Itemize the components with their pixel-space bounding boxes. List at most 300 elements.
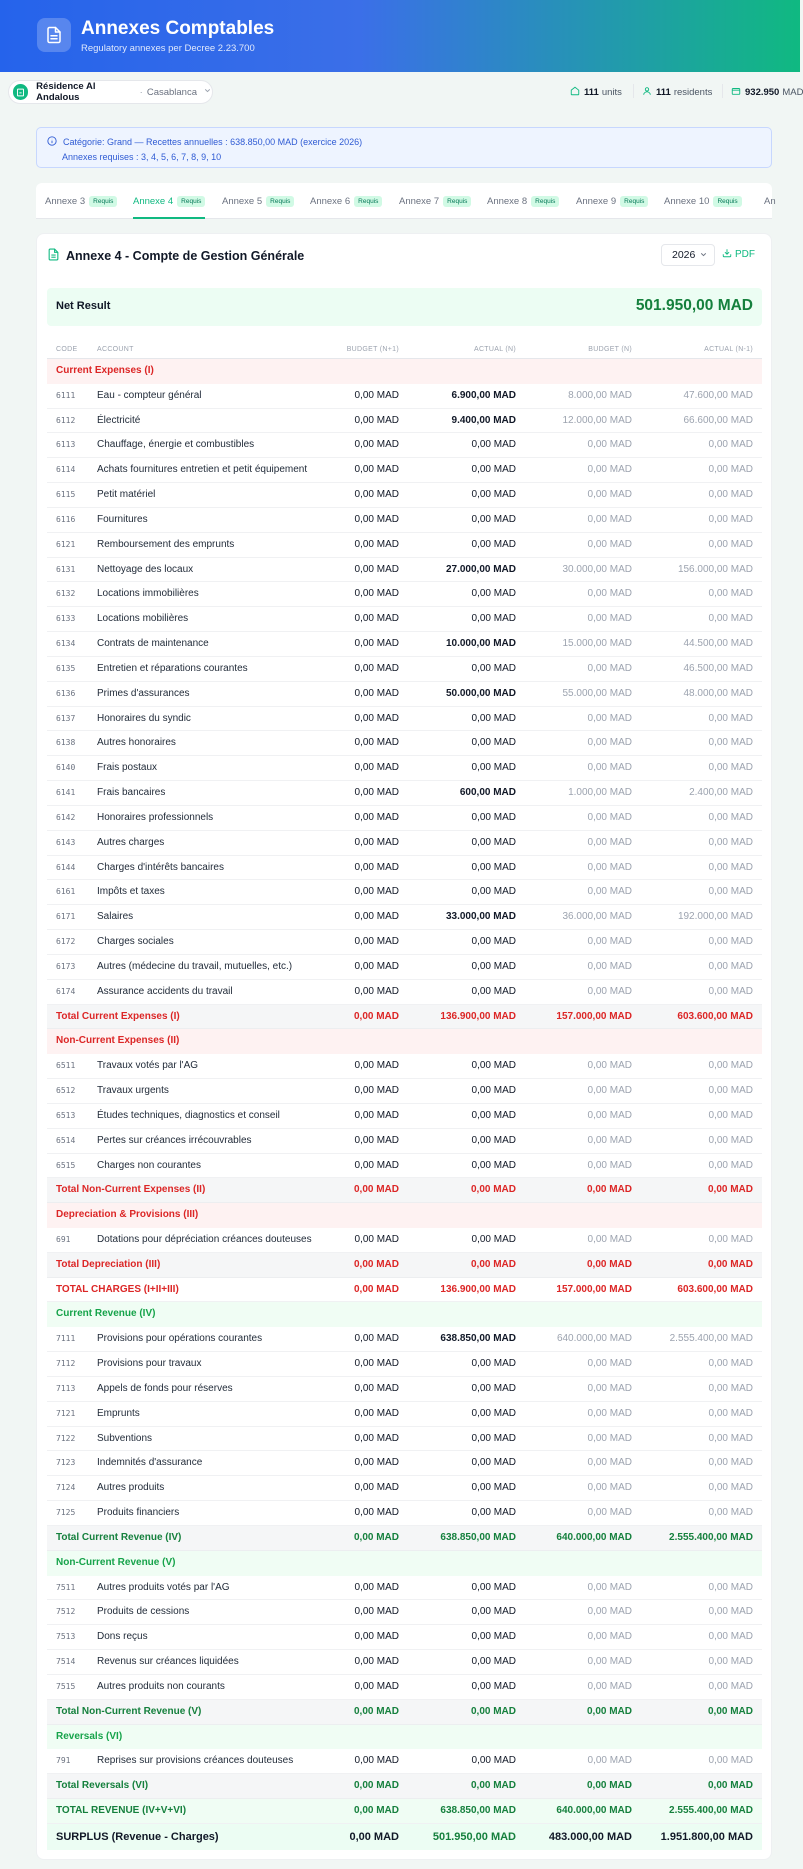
cell-budget-n: 0,00 MAD bbox=[587, 936, 632, 948]
account-name: Dotations pour dépréciation créances douteuses bbox=[97, 1233, 312, 1245]
tab-annexe-5[interactable] bbox=[222, 183, 294, 219]
cell-budget-n1: 0,00 MAD bbox=[354, 1407, 399, 1419]
cell-budget-n1: 0,00 MAD bbox=[354, 985, 399, 997]
net-result-value: 501.950,00 MAD bbox=[635, 297, 753, 314]
cell-actual-n: 0,00 MAD bbox=[471, 737, 516, 749]
total-row bbox=[47, 1278, 762, 1303]
cell-actual-n-1: 0,00 MAD bbox=[708, 960, 753, 972]
total-row bbox=[47, 1005, 762, 1030]
annex-title: Annexe 4 - Compte de Gestion Générale bbox=[66, 249, 305, 263]
cell-actual-n-1: 48.000,00 MAD bbox=[683, 687, 753, 699]
table-row bbox=[47, 1600, 762, 1625]
row-label: Non-Current Expenses (II) bbox=[56, 1035, 180, 1047]
cell-budget-n: 0,00 MAD bbox=[587, 1109, 632, 1121]
cell-budget-n: 0,00 MAD bbox=[587, 613, 632, 625]
account-code: 6113 bbox=[56, 440, 76, 450]
account-name: Revenus sur créances liquidées bbox=[97, 1656, 239, 1668]
account-name: Provisions pour opérations courantes bbox=[97, 1333, 263, 1345]
account-code: 6161 bbox=[56, 887, 76, 897]
category-notice bbox=[36, 127, 772, 168]
table-row bbox=[47, 533, 762, 558]
cell-actual-n: 0,00 MAD bbox=[471, 1680, 516, 1692]
cell-budget-n1: 0,00 MAD bbox=[354, 1134, 399, 1146]
cell-budget-n1: 0,00 MAD bbox=[354, 1233, 399, 1245]
cell-actual-n-1: 0,00 MAD bbox=[708, 836, 753, 848]
page-title: Annexes Comptables bbox=[81, 18, 275, 39]
file-text-icon bbox=[47, 248, 60, 264]
account-name: Assurance accidents du travail bbox=[97, 985, 233, 997]
tab-label: An bbox=[764, 195, 776, 207]
cell-budget-n: 12.000,00 MAD bbox=[562, 414, 632, 426]
cell-actual-n: 136.900,00 MAD bbox=[440, 1283, 516, 1295]
page-subtitle: Regulatory annexes per Decree 2.23.700 bbox=[81, 43, 255, 54]
account-code: 6121 bbox=[56, 539, 76, 549]
account-name: Autres (médecine du travail, mutuelles, etc.) bbox=[97, 960, 293, 972]
accounts-table bbox=[47, 341, 762, 1850]
year-select[interactable] bbox=[661, 244, 715, 266]
cell-actual-n: 0,00 MAD bbox=[471, 886, 516, 898]
cell-actual-n-1: 0,00 MAD bbox=[708, 936, 753, 948]
row-label: Current Expenses (I) bbox=[56, 365, 154, 376]
account-name: Autres charges bbox=[97, 836, 165, 848]
section-header bbox=[47, 1302, 762, 1327]
table-row bbox=[47, 632, 762, 657]
cell-budget-n1: 0,00 MAD bbox=[354, 687, 399, 699]
tab-label: Annexe 4 bbox=[133, 195, 174, 207]
tab-label: Annexe 7 bbox=[399, 195, 440, 207]
account-code: 7515 bbox=[56, 1681, 76, 1691]
row-label: Current Revenue (IV) bbox=[56, 1308, 156, 1320]
cell-actual-n-1: 0,00 MAD bbox=[708, 1482, 753, 1494]
account-name: Remboursement des emprunts bbox=[97, 538, 235, 550]
cell-actual-n-1: 0,00 MAD bbox=[708, 1656, 753, 1668]
cell-actual-n-1: 0,00 MAD bbox=[708, 538, 753, 550]
cell-actual-n-1: 0,00 MAD bbox=[708, 1755, 753, 1767]
col-account: ACCOUNT bbox=[97, 346, 134, 353]
cell-budget-n: 0,00 MAD bbox=[587, 662, 632, 674]
cell-actual-n: 0,00 MAD bbox=[471, 836, 516, 848]
account-code: 6141 bbox=[56, 788, 76, 798]
account-name: Emprunts bbox=[97, 1407, 140, 1419]
account-name: Produits financiers bbox=[97, 1507, 180, 1519]
account-name: Provisions pour travaux bbox=[97, 1358, 202, 1370]
cell-budget-n: 0,00 MAD bbox=[587, 1507, 632, 1519]
cell-budget-n1: 0,00 MAD bbox=[354, 836, 399, 848]
total-row bbox=[47, 1700, 762, 1725]
net-result-label: Net Result bbox=[56, 300, 111, 312]
cell-actual-n: 0,00 MAD bbox=[471, 1631, 516, 1643]
cell-actual-n: 0,00 MAD bbox=[471, 1134, 516, 1146]
account-name: Charges d'intérêts bancaires bbox=[97, 861, 224, 873]
tab-annexe-6[interactable] bbox=[310, 183, 382, 219]
account-code: 6111 bbox=[56, 390, 76, 400]
cell-budget-n1: 0,00 MAD bbox=[354, 1606, 399, 1618]
cell-budget-n1: 0,00 MAD bbox=[353, 1531, 399, 1543]
table-row bbox=[47, 1129, 762, 1154]
account-code: 7112 bbox=[56, 1359, 76, 1369]
account-name: Salaires bbox=[97, 911, 134, 923]
cell-budget-n1: 0,00 MAD bbox=[354, 513, 399, 525]
cell-budget-n1: 0,00 MAD bbox=[353, 1705, 399, 1717]
cell-budget-n1: 0,00 MAD bbox=[354, 1656, 399, 1668]
cell-actual-n-1: 0,00 MAD bbox=[708, 1159, 753, 1171]
cell-actual-n: 0,00 MAD bbox=[471, 1507, 516, 1519]
account-code: 6137 bbox=[56, 713, 76, 723]
units-label: units bbox=[601, 87, 622, 98]
cell-actual-n: 6.900,00 MAD bbox=[451, 389, 516, 401]
cell-actual-n: 33.000,00 MAD bbox=[445, 911, 516, 923]
cell-actual-n-1: 0,00 MAD bbox=[708, 1680, 753, 1692]
account-code: 6133 bbox=[56, 614, 76, 624]
cell-budget-n: 55.000,00 MAD bbox=[562, 687, 632, 699]
col-budget-n: BUDGET (N) bbox=[588, 346, 632, 353]
account-code: 6511 bbox=[56, 1061, 76, 1071]
account-name: Frais bancaires bbox=[97, 787, 166, 799]
cell-budget-n: 0,00 MAD bbox=[587, 1656, 632, 1668]
table-row bbox=[47, 1501, 762, 1526]
cell-actual-n: 10.000,00 MAD bbox=[445, 638, 516, 650]
tab-annexe-7[interactable] bbox=[399, 183, 471, 219]
cell-budget-n: 0,00 MAD bbox=[587, 861, 632, 873]
cell-budget-n1: 0,00 MAD bbox=[354, 389, 399, 401]
tab-annexe-10[interactable] bbox=[664, 183, 742, 219]
account-name: Études techniques, diagnostics et conseil bbox=[97, 1109, 280, 1121]
cell-budget-n: 640.000,00 MAD bbox=[556, 1333, 632, 1345]
cell-actual-n-1: 0,00 MAD bbox=[708, 1581, 753, 1593]
cell-budget-n1: 0,00 MAD bbox=[353, 1805, 399, 1817]
cell-budget-n1: 0,00 MAD bbox=[353, 1258, 399, 1270]
cell-actual-n-1: 0,00 MAD bbox=[708, 1457, 753, 1469]
account-code: 7123 bbox=[56, 1458, 76, 1468]
cell-budget-n1: 0,00 MAD bbox=[354, 1382, 399, 1394]
account-name: Nettoyage des locaux bbox=[97, 563, 194, 575]
cell-actual-n-1: 0,00 MAD bbox=[708, 464, 753, 476]
cell-actual-n-1: 0,00 MAD bbox=[708, 1507, 753, 1519]
account-code: 7124 bbox=[56, 1483, 76, 1493]
cell-actual-n: 0,00 MAD bbox=[471, 762, 516, 774]
account-code: 6138 bbox=[56, 738, 76, 748]
account-name: Subventions bbox=[97, 1432, 153, 1444]
account-name: Eau - compteur général bbox=[97, 389, 202, 401]
table-row bbox=[47, 856, 762, 881]
chevron-down-icon bbox=[203, 86, 212, 98]
account-name: Fournitures bbox=[97, 513, 148, 525]
account-code: 6132 bbox=[56, 589, 76, 599]
table-row bbox=[47, 508, 762, 533]
account-code: 6142 bbox=[56, 812, 76, 822]
cell-budget-n1: 0,00 MAD bbox=[354, 1109, 399, 1121]
cell-budget-n: 157.000,00 MAD bbox=[556, 1283, 632, 1295]
row-label: Non-Current Revenue (V) bbox=[56, 1556, 176, 1568]
table-header bbox=[47, 341, 762, 359]
cell-budget-n1: 0,00 MAD bbox=[354, 414, 399, 426]
cell-budget-n1: 0,00 MAD bbox=[354, 1631, 399, 1643]
tab-label: Annexe 5 bbox=[222, 195, 263, 207]
cell-actual-n-1: 0,00 MAD bbox=[707, 1705, 753, 1717]
cell-budget-n: 0,00 MAD bbox=[587, 1382, 632, 1394]
account-code: 7513 bbox=[56, 1632, 76, 1642]
table-row bbox=[47, 1352, 762, 1377]
account-code: 6173 bbox=[56, 961, 76, 971]
required-badge: Requis bbox=[713, 196, 741, 207]
cell-actual-n-1: 66.600,00 MAD bbox=[683, 414, 753, 426]
annex-card bbox=[36, 233, 772, 1860]
col-actual-n: ACTUAL (N) bbox=[473, 346, 516, 353]
cell-budget-n1: 0,00 MAD bbox=[353, 1780, 399, 1792]
account-name: Impôts et taxes bbox=[97, 886, 165, 898]
tab-label: Annexe 8 bbox=[487, 195, 528, 207]
cell-actual-n-1: 0,00 MAD bbox=[708, 1407, 753, 1419]
cell-budget-n1: 0,00 MAD bbox=[354, 1507, 399, 1519]
cell-budget-n: 0,00 MAD bbox=[587, 588, 632, 600]
surplus-row bbox=[47, 1824, 762, 1850]
cell-budget-n1: 0,00 MAD bbox=[354, 861, 399, 873]
units-count: 111 bbox=[584, 87, 599, 98]
cell-budget-n1: 0,00 MAD bbox=[354, 489, 399, 501]
cell-budget-n1: 0,00 MAD bbox=[354, 662, 399, 674]
cell-actual-n: 0,00 MAD bbox=[471, 1233, 516, 1245]
home-icon bbox=[570, 86, 580, 99]
cell-actual-n: 0,00 MAD bbox=[471, 1581, 516, 1593]
cell-budget-n: 0,00 MAD bbox=[587, 1631, 632, 1643]
cell-actual-n: 0,00 MAD bbox=[471, 1482, 516, 1494]
account-name: Dons reçus bbox=[97, 1631, 148, 1643]
cell-actual-n-1: 0,00 MAD bbox=[708, 1233, 753, 1245]
table-row bbox=[47, 558, 762, 583]
required-badge: Requis bbox=[531, 196, 559, 207]
cell-actual-n-1: 0,00 MAD bbox=[708, 513, 753, 525]
cell-budget-n: 0,00 MAD bbox=[587, 1606, 632, 1618]
cell-actual-n-1: 0,00 MAD bbox=[708, 1631, 753, 1643]
notice-line-1: Catégorie: Grand — Recettes annuelles : 638.850,00 MAD (exercice 2026) bbox=[63, 137, 363, 147]
cell-actual-n: 0,00 MAD bbox=[471, 439, 516, 451]
cell-budget-n1: 0,00 MAD bbox=[354, 762, 399, 774]
cell-actual-n-1: 0,00 MAD bbox=[708, 588, 753, 600]
cell-budget-n1: 0,00 MAD bbox=[354, 787, 399, 799]
total-row bbox=[47, 1526, 762, 1551]
section-header bbox=[47, 359, 762, 384]
table-row bbox=[47, 831, 762, 856]
cell-actual-n-1: 0,00 MAD bbox=[707, 1258, 753, 1270]
residents-stat bbox=[642, 86, 712, 99]
account-name: Appels de fonds pour réserves bbox=[97, 1382, 233, 1394]
table-row bbox=[47, 930, 762, 955]
cell-actual-n: 638.850,00 MAD bbox=[440, 1333, 516, 1345]
cell-budget-n1: 0,00 MAD bbox=[354, 737, 399, 749]
year-value: 2026 bbox=[672, 249, 696, 261]
table-row bbox=[47, 1427, 762, 1452]
tab-annexe-3[interactable] bbox=[45, 183, 117, 219]
cell-budget-n1: 0,00 MAD bbox=[354, 1457, 399, 1469]
table-row bbox=[47, 955, 762, 980]
cell-actual-n-1: 0,00 MAD bbox=[707, 1780, 753, 1792]
table-row bbox=[47, 582, 762, 607]
cell-budget-n1: 0,00 MAD bbox=[349, 1830, 399, 1843]
table-row bbox=[47, 707, 762, 732]
account-code: 7512 bbox=[56, 1607, 76, 1617]
account-code: 6140 bbox=[56, 763, 76, 773]
cell-actual-n: 27.000,00 MAD bbox=[445, 563, 516, 575]
account-name: Petit matériel bbox=[97, 489, 156, 501]
table-row bbox=[47, 1104, 762, 1129]
account-code: 6114 bbox=[56, 465, 76, 475]
table-row bbox=[47, 384, 762, 409]
cell-actual-n-1: 46.500,00 MAD bbox=[683, 662, 753, 674]
cell-budget-n: 0,00 MAD bbox=[587, 1134, 632, 1146]
cell-budget-n1: 0,00 MAD bbox=[354, 911, 399, 923]
cell-budget-n: 0,00 MAD bbox=[587, 985, 632, 997]
cell-budget-n1: 0,00 MAD bbox=[354, 1159, 399, 1171]
cell-actual-n: 638.850,00 MAD bbox=[440, 1531, 516, 1543]
account-code: 6131 bbox=[56, 564, 76, 574]
table-row bbox=[47, 1476, 762, 1501]
cell-actual-n: 0,00 MAD bbox=[471, 513, 516, 525]
cell-actual-n-1: 603.600,00 MAD bbox=[677, 1010, 753, 1022]
cell-actual-n: 501.950,00 MAD bbox=[432, 1830, 516, 1843]
cell-actual-n-1: 0,00 MAD bbox=[708, 1358, 753, 1370]
account-name: Indemnités d'assurance bbox=[97, 1457, 203, 1469]
cell-actual-n: 0,00 MAD bbox=[471, 613, 516, 625]
table-row bbox=[47, 1327, 762, 1352]
cell-budget-n: 0,00 MAD bbox=[587, 439, 632, 451]
building-icon bbox=[13, 84, 28, 100]
table-row bbox=[47, 607, 762, 632]
table-row bbox=[47, 781, 762, 806]
cell-budget-n: 0,00 MAD bbox=[587, 737, 632, 749]
cell-actual-n-1: 0,00 MAD bbox=[708, 762, 753, 774]
residence-separator: · bbox=[139, 86, 143, 98]
account-code: 7121 bbox=[56, 1408, 76, 1418]
account-name: Travaux urgents bbox=[97, 1085, 169, 1097]
cell-actual-n: 0,00 MAD bbox=[471, 1358, 516, 1370]
residence-selector[interactable] bbox=[8, 80, 213, 104]
table-row bbox=[47, 1675, 762, 1700]
row-label: Total Non-Current Expenses (II) bbox=[56, 1184, 206, 1196]
table-row bbox=[47, 1228, 762, 1253]
cell-budget-n: 0,00 MAD bbox=[587, 836, 632, 848]
account-name: Achats fournitures entretien et petit équipement bbox=[97, 464, 308, 476]
cell-actual-n-1: 0,00 MAD bbox=[708, 1606, 753, 1618]
tab-label: Annexe 6 bbox=[310, 195, 351, 207]
cell-budget-n: 0,00 MAD bbox=[587, 1407, 632, 1419]
account-code: 7113 bbox=[56, 1383, 76, 1393]
download-icon bbox=[722, 248, 732, 261]
cell-actual-n-1: 0,00 MAD bbox=[708, 886, 753, 898]
account-code: 6515 bbox=[56, 1160, 76, 1170]
table-row bbox=[47, 880, 762, 905]
cell-budget-n1: 0,00 MAD bbox=[353, 1283, 399, 1295]
cell-actual-n: 0,00 MAD bbox=[470, 1184, 516, 1196]
cell-budget-n1: 0,00 MAD bbox=[354, 563, 399, 575]
cell-actual-n: 0,00 MAD bbox=[471, 1656, 516, 1668]
cell-actual-n: 50.000,00 MAD bbox=[445, 687, 516, 699]
account-code: 6143 bbox=[56, 837, 76, 847]
pdf-download-button[interactable] bbox=[722, 248, 755, 261]
cell-actual-n-1: 0,00 MAD bbox=[708, 439, 753, 451]
col-budget-n1: BUDGET (N+1) bbox=[346, 346, 399, 353]
cell-actual-n-1: 0,00 MAD bbox=[708, 1382, 753, 1394]
required-badge: Requis bbox=[443, 196, 471, 207]
total-row bbox=[47, 1253, 762, 1278]
account-name: Primes d'assurances bbox=[97, 687, 190, 699]
cell-actual-n: 0,00 MAD bbox=[471, 1407, 516, 1419]
cell-actual-n: 136.900,00 MAD bbox=[440, 1010, 516, 1022]
tab-annexe-9[interactable] bbox=[576, 183, 648, 219]
table-row bbox=[47, 1054, 762, 1079]
notice-line-2: Annexes requises : 3, 4, 5, 6, 7, 8, 9, 10 bbox=[62, 152, 222, 162]
row-label: Reversals (VI) bbox=[56, 1730, 123, 1742]
table-row bbox=[47, 1377, 762, 1402]
cell-budget-n: 157.000,00 MAD bbox=[556, 1010, 632, 1022]
total-row bbox=[47, 1799, 762, 1824]
tab-annexe-11[interactable] bbox=[764, 183, 776, 219]
table-row bbox=[47, 980, 762, 1005]
account-code: 6112 bbox=[56, 415, 76, 425]
row-label: TOTAL REVENUE (IV+V+VI) bbox=[56, 1805, 187, 1817]
user-icon bbox=[642, 86, 652, 99]
cell-budget-n: 0,00 MAD bbox=[587, 1432, 632, 1444]
cell-budget-n: 0,00 MAD bbox=[587, 1358, 632, 1370]
table-row bbox=[47, 731, 762, 756]
required-badge: Requis bbox=[89, 196, 117, 207]
wallet-icon bbox=[731, 86, 741, 99]
table-row bbox=[47, 1079, 762, 1104]
row-label: TOTAL CHARGES (I+II+III) bbox=[56, 1283, 179, 1295]
total-row bbox=[47, 1774, 762, 1799]
cell-actual-n: 0,00 MAD bbox=[470, 1705, 516, 1717]
cell-actual-n: 0,00 MAD bbox=[471, 861, 516, 873]
account-name: Autres produits votés par l'AG bbox=[97, 1581, 230, 1593]
cell-actual-n: 0,00 MAD bbox=[471, 1432, 516, 1444]
account-code: 6172 bbox=[56, 937, 76, 947]
cell-actual-n: 0,00 MAD bbox=[470, 1258, 516, 1270]
cell-budget-n: 0,00 MAD bbox=[587, 960, 632, 972]
cell-budget-n1: 0,00 MAD bbox=[354, 538, 399, 550]
account-code: 6512 bbox=[56, 1086, 76, 1096]
table-row bbox=[47, 756, 762, 781]
cell-actual-n-1: 2.555.400,00 MAD bbox=[669, 1805, 753, 1817]
cell-actual-n-1: 47.600,00 MAD bbox=[683, 389, 753, 401]
account-code: 6174 bbox=[56, 986, 76, 996]
cell-actual-n-1: 0,00 MAD bbox=[708, 1134, 753, 1146]
tab-annexe-4[interactable] bbox=[133, 183, 205, 219]
cell-actual-n-1: 156.000,00 MAD bbox=[677, 563, 753, 575]
cell-actual-n-1: 2.555.400,00 MAD bbox=[669, 1333, 753, 1345]
units-stat bbox=[570, 86, 622, 99]
cell-budget-n1: 0,00 MAD bbox=[354, 712, 399, 724]
cell-budget-n1: 0,00 MAD bbox=[354, 439, 399, 451]
account-name: Contrats de maintenance bbox=[97, 638, 209, 650]
account-name: Pertes sur créances irrécouvrables bbox=[97, 1134, 252, 1146]
app-header bbox=[0, 0, 800, 72]
cell-actual-n: 0,00 MAD bbox=[470, 1780, 516, 1792]
tab-annexe-8[interactable] bbox=[487, 183, 559, 219]
residence-name: Résidence Al Andalous bbox=[36, 81, 96, 103]
cell-budget-n: 0,00 MAD bbox=[587, 1060, 632, 1072]
section-header bbox=[47, 1551, 762, 1576]
cell-budget-n1: 0,00 MAD bbox=[353, 1010, 399, 1022]
cell-budget-n: 15.000,00 MAD bbox=[562, 638, 632, 650]
account-code: 6135 bbox=[56, 663, 76, 673]
account-code: 6116 bbox=[56, 514, 76, 524]
cell-actual-n-1: 0,00 MAD bbox=[708, 811, 753, 823]
cell-budget-n: 0,00 MAD bbox=[587, 464, 632, 476]
account-code: 6514 bbox=[56, 1135, 76, 1145]
cell-budget-n1: 0,00 MAD bbox=[354, 811, 399, 823]
account-name: Honoraires professionnels bbox=[97, 811, 214, 823]
row-label: Total Depreciation (III) bbox=[56, 1258, 161, 1270]
cell-actual-n-1: 2.400,00 MAD bbox=[689, 787, 753, 799]
